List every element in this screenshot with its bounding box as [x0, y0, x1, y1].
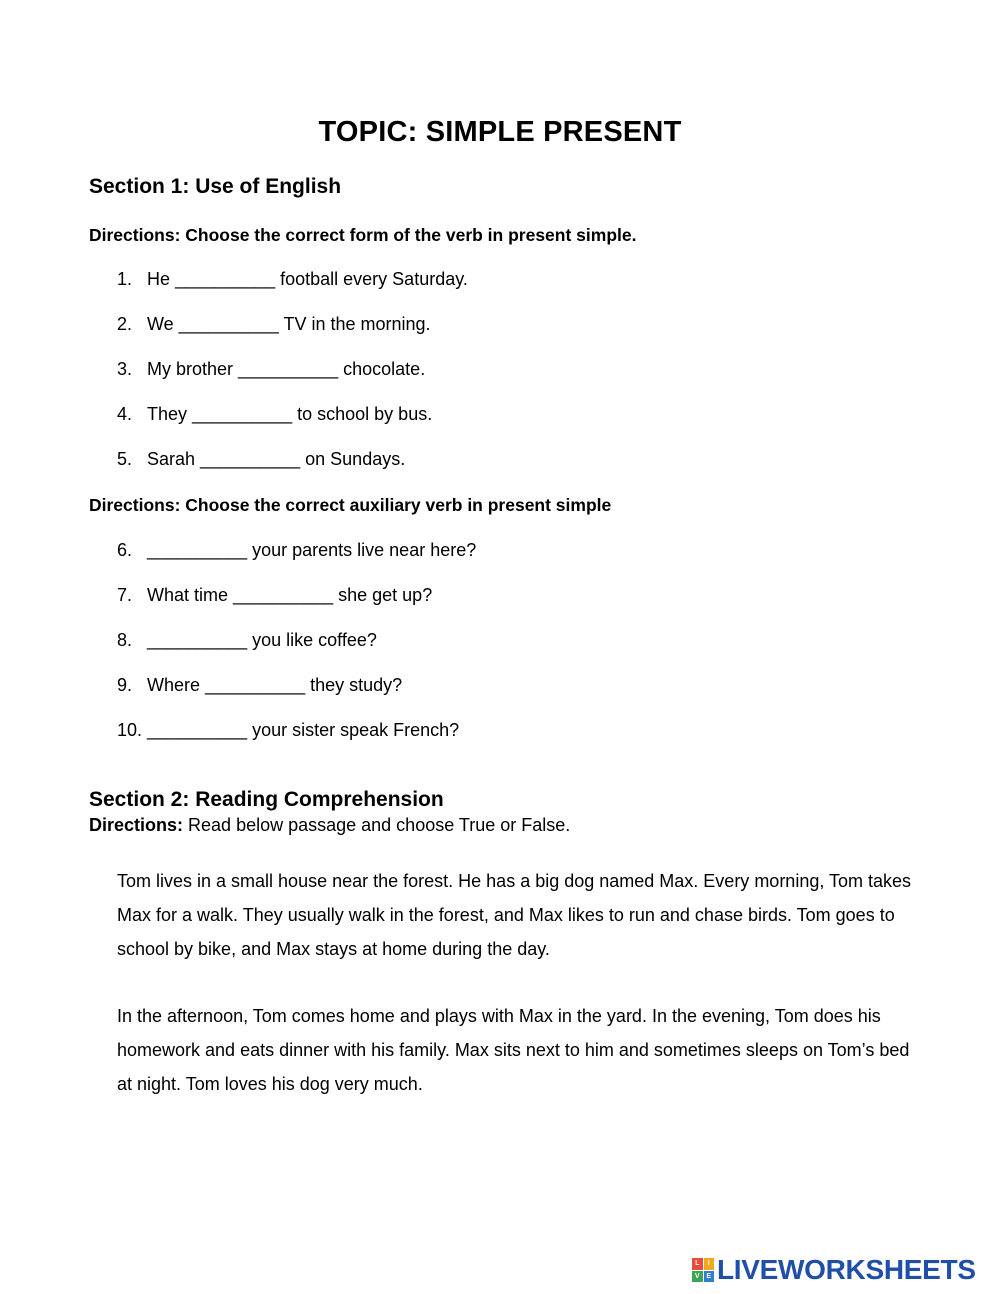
question-item — [117, 540, 476, 561]
question-text: Where __________ they study? — [147, 675, 403, 695]
question-number: 8. — [117, 630, 133, 650]
logo-text: LIVEWORKSHEETS — [717, 1254, 976, 1285]
question-text: What time __________ she get up? — [147, 585, 433, 605]
directions-text: Directions: Choose the correct form of the verb in present simple. — [89, 225, 637, 245]
question-number: 5. — [117, 449, 133, 469]
logo-mark-cell: L — [692, 1258, 703, 1270]
logo-mark-cell: E — [704, 1271, 715, 1283]
question-text: __________ your sister speak French? — [147, 720, 460, 740]
question-item — [117, 269, 468, 290]
question-text: __________ your parents live near here? — [147, 540, 477, 560]
directions-text: Directions: Choose the correct auxiliary verb in present simple — [89, 495, 612, 515]
directions-text: Read below passage and choose True or False. — [183, 815, 571, 835]
logo-mark-cell: V — [692, 1271, 703, 1283]
question-text: We __________ TV in the morning. — [147, 314, 431, 334]
question-text: He __________ football every Saturday. — [147, 269, 468, 289]
question-text: They __________ to school by bus. — [147, 404, 433, 424]
question-item — [117, 630, 377, 651]
question-item — [117, 585, 432, 606]
question-number: 4. — [117, 404, 133, 424]
directions-label: Directions: — [89, 815, 184, 835]
question-number: 1. — [117, 269, 133, 289]
question-item — [117, 314, 431, 335]
passage-paragraph-2: In the afternoon, Tom comes home and plays with Max in the yard. In the evening, Tom does his homework and eats dinner with his family. Max sits next to him and sometimes sleeps on Tom’s bed at night. Tom loves his dog very much. — [117, 1006, 910, 1094]
question-text: Sarah __________ on Sundays. — [147, 449, 406, 469]
question-item — [117, 404, 432, 425]
question-number: 7. — [117, 585, 133, 605]
question-text: __________ you like coffee? — [147, 630, 377, 650]
logo-mark-cell: I — [704, 1258, 715, 1270]
section-1-heading: Section 1: Use of English — [89, 175, 342, 198]
question-item — [117, 359, 425, 380]
section-1-directions-2 — [89, 495, 611, 516]
question-item — [117, 449, 405, 470]
question-number: 6. — [117, 540, 133, 560]
question-item — [117, 720, 459, 741]
question-number: 2. — [117, 314, 133, 334]
section-1-directions-1 — [89, 225, 636, 246]
section-2-heading: Section 2: Reading Comprehension — [89, 788, 444, 811]
passage-paragraph-1: Tom lives in a small house near the forest. He has a big dog named Max. Every morning, Tom takes Max for a walk. They usually walk in the forest, and Max likes to run and chase birds. Tom goes to school by bike, and Max stays at home during the day. — [117, 871, 912, 959]
question-number: 9. — [117, 675, 133, 695]
question-item — [117, 675, 402, 696]
section-2-directions — [89, 815, 570, 836]
liveworksheets-logo — [692, 1255, 976, 1285]
question-text: My brother __________ chocolate. — [147, 359, 426, 379]
question-number: 3. — [117, 359, 133, 379]
question-number: 10. — [117, 720, 143, 740]
page-title: TOPIC: SIMPLE PRESENT — [318, 116, 682, 148]
logo-mark-icon — [692, 1258, 714, 1282]
